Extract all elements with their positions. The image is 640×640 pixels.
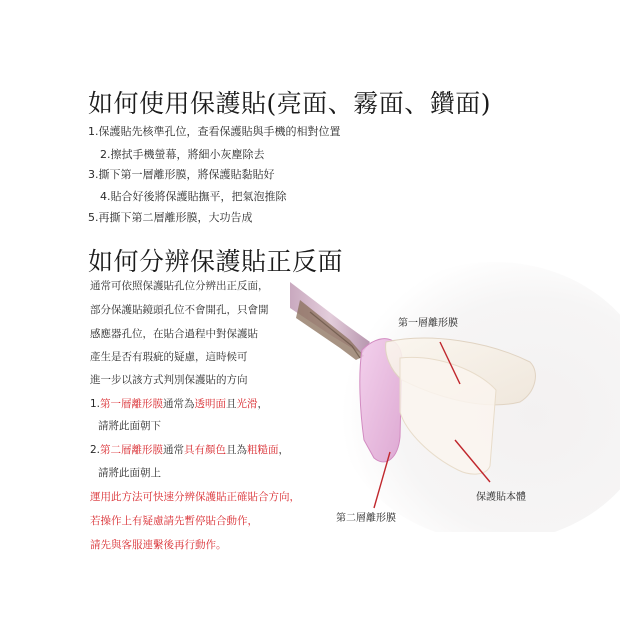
item-1-line-1 bbox=[90, 397, 268, 411]
protector-body-label: 保護貼本體 bbox=[476, 492, 526, 503]
usage-step-4: 4.貼合好後將保護貼撫平，把氣泡推除 bbox=[100, 190, 287, 203]
second-film-label: 第二層離形膜 bbox=[336, 513, 396, 524]
intro-line-2: 部分保護貼鏡頭孔位不會開孔，只會開 bbox=[90, 304, 269, 316]
intro-line-1: 通常可依照保護貼孔位分辨出正反面， bbox=[90, 280, 269, 292]
item-1-end: ， bbox=[257, 398, 269, 410]
intro-line-5: 進一步以該方式判別保護貼的方向 bbox=[90, 374, 248, 386]
usage-step-5: 5.再撕下第二層離形膜，大功告成 bbox=[88, 211, 253, 224]
item-2-end: ， bbox=[278, 444, 290, 456]
item-1-join: 且 bbox=[226, 398, 237, 410]
item-2-trait-1: 具有顏色 bbox=[184, 444, 227, 456]
notice-line-2: 若操作上有疑慮請先暫停貼合動作， bbox=[90, 515, 258, 527]
notice-line-1: 運用此方法可快速分辨保護貼正確貼合方向， bbox=[90, 491, 300, 503]
item-1-film: 第一層離形膜 bbox=[100, 398, 164, 410]
film-illustration-svg bbox=[290, 262, 620, 532]
item-2-line-1 bbox=[90, 443, 289, 457]
notice-line-3: 請先與客服連繫後再行動作。 bbox=[90, 539, 227, 551]
front-back-title: 如何分辨保護貼正反面 bbox=[88, 247, 344, 276]
tweezers-icon bbox=[290, 282, 370, 360]
item-1-prefix: 1. bbox=[90, 398, 101, 410]
item-2-line-2: 請將此面朝上 bbox=[98, 467, 161, 479]
item-1-mid: 通常為 bbox=[163, 398, 195, 410]
item-2-mid: 通常 bbox=[163, 444, 185, 456]
intro-line-4: 產生是否有瑕疵的疑慮，這時候可 bbox=[90, 351, 248, 363]
usage-title: 如何使用保護貼(亮面、霧面、鑽面) bbox=[88, 89, 492, 118]
item-2-join: 且為 bbox=[226, 444, 248, 456]
film-illustration bbox=[290, 262, 620, 532]
first-film-label: 第一層離形膜 bbox=[398, 318, 458, 329]
intro-line-3: 感應器孔位，在貼合過程中對保護貼 bbox=[90, 328, 258, 340]
item-1-trait-1: 透明面 bbox=[194, 398, 227, 410]
item-1-trait-2: 光滑 bbox=[236, 398, 258, 410]
item-2-prefix: 2. bbox=[90, 444, 101, 456]
item-2-film: 第二層離形膜 bbox=[100, 444, 164, 456]
usage-step-3: 3.撕下第一層離形膜，將保護貼黏貼好 bbox=[88, 168, 275, 181]
item-2-trait-2: 粗糙面 bbox=[247, 444, 279, 456]
item-1-line-2: 請將此面朝下 bbox=[98, 420, 161, 432]
usage-step-2: 2.擦拭手機螢幕，將細小灰塵除去 bbox=[100, 148, 265, 161]
usage-step-1: 1.保護貼先核準孔位，查看保護貼與手機的相對位置 bbox=[88, 125, 341, 138]
